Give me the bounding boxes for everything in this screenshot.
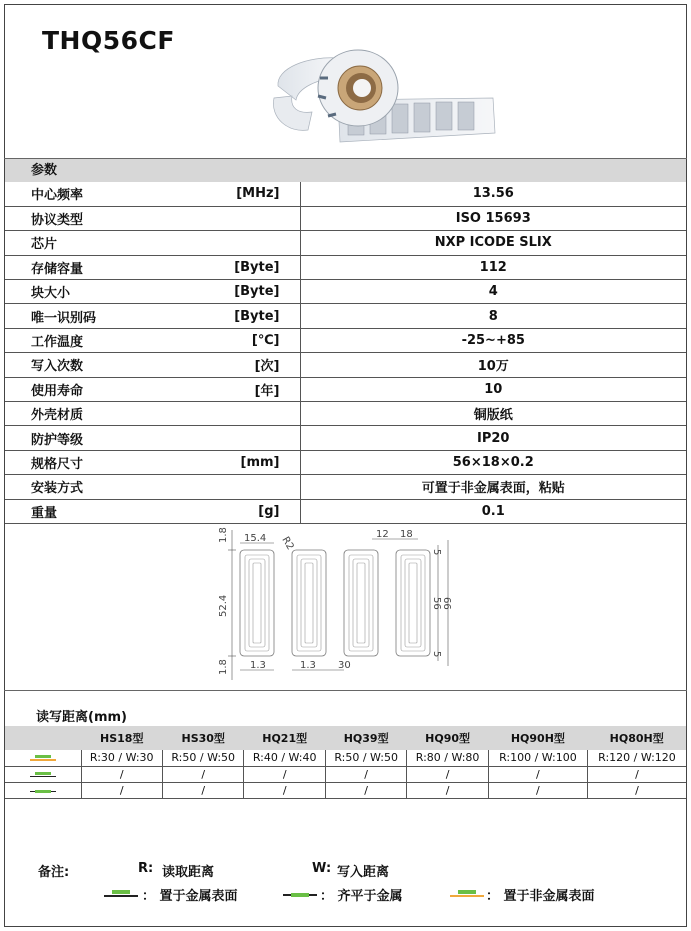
legend-on-metal: ： 置于金属表面: [142, 889, 238, 904]
distance-row: [5, 766, 686, 782]
dimension-drawing: [212, 525, 452, 685]
distance-row: [5, 782, 686, 798]
param-value: 4: [300, 280, 686, 304]
header-blank: [5, 726, 81, 750]
product-photo: [268, 38, 500, 154]
non-metal-icon: [450, 890, 484, 900]
param-row: [5, 377, 686, 401]
param-row: [5, 475, 686, 499]
dim-right-top: 5: [431, 549, 442, 556]
param-row: [5, 499, 686, 523]
reader-model: HQ80H型: [587, 726, 686, 750]
distance-value: /: [488, 766, 587, 782]
param-name: 块大小: [5, 280, 155, 304]
param-name: 工作温度: [5, 328, 155, 352]
param-value: ISO 15693: [300, 206, 686, 230]
reader-model: HS18型: [81, 726, 162, 750]
distance-value: R:50 / W:50: [162, 750, 243, 766]
param-value: 可置于非金属表面，粘贴: [300, 475, 686, 499]
param-value: 10: [300, 377, 686, 401]
param-name: 存储容量: [5, 255, 155, 279]
distance-value: R:30 / W:30: [81, 750, 162, 766]
param-unit: [年]: [155, 377, 300, 401]
distance-value: R:100 / W:100: [488, 750, 587, 766]
flush-metal-icon: [283, 890, 317, 900]
param-row: [5, 304, 686, 328]
notes-w-key: W:: [312, 861, 332, 876]
param-value: -25~+85: [300, 328, 686, 352]
param-name: 唯一识别码: [5, 304, 155, 328]
param-value: NXP ICODE SLIX: [300, 231, 686, 255]
param-unit: [155, 231, 300, 255]
distance-value: /: [244, 782, 325, 798]
param-unit: [g]: [155, 499, 300, 523]
dim-width: 18: [400, 529, 413, 540]
param-value: IP20: [300, 426, 686, 450]
param-value: 0.1: [300, 499, 686, 523]
distance-value: /: [325, 766, 406, 782]
dim-top-left: 1.8: [218, 527, 229, 543]
distance-value: /: [587, 782, 686, 798]
on-metal-icon: [30, 770, 56, 780]
dim-bottom-b: 1.3: [300, 660, 316, 671]
param-name: 防护等级: [5, 426, 155, 450]
param-name: 芯片: [5, 231, 155, 255]
product-title: THQ56CF: [42, 26, 175, 55]
notes-w-text: 写入距离: [337, 865, 390, 880]
distance-value: /: [162, 782, 243, 798]
notes-r-text: 读取距离: [162, 865, 215, 880]
notes-label: 备注:: [38, 865, 70, 880]
mount-cell: [5, 766, 81, 782]
param-unit: [155, 402, 300, 426]
dim-width-label: 15.4: [244, 533, 267, 544]
label-outlines: [240, 550, 430, 656]
distance-value: R:40 / W:40: [244, 750, 325, 766]
dim-gap: 12: [376, 529, 389, 540]
param-row: [5, 328, 686, 352]
dim-bottom-left: 1.8: [218, 659, 229, 675]
param-name: 规格尺寸: [5, 450, 155, 474]
dim-inner-height: 56: [431, 597, 442, 610]
distance-value: /: [407, 782, 488, 798]
antenna-coils: [245, 555, 425, 651]
param-unit: [Byte]: [155, 304, 300, 328]
param-value: 10万: [300, 353, 686, 377]
dim-bottom-a: 1.3: [250, 660, 266, 671]
param-name: 安装方式: [5, 475, 155, 499]
distance-value: /: [488, 782, 587, 798]
param-value: 112: [300, 255, 686, 279]
param-row: [5, 280, 686, 304]
param-row: [5, 426, 686, 450]
param-value: 铜版纸: [300, 402, 686, 426]
section-header-params: 参数: [5, 159, 686, 182]
param-name: 使用寿命: [5, 377, 155, 401]
dim-pitch: 30: [338, 660, 351, 671]
param-row: [5, 402, 686, 426]
param-unit: [155, 475, 300, 499]
param-name: 中心频率: [5, 182, 155, 206]
distance-value: R:120 / W:120: [587, 750, 686, 766]
distance-value: /: [325, 782, 406, 798]
reader-model: HS30型: [162, 726, 243, 750]
param-unit: [155, 426, 300, 450]
param-name: 重量: [5, 499, 155, 523]
dim-radius: R2: [279, 535, 296, 553]
param-unit: [次]: [155, 353, 300, 377]
param-unit: [155, 206, 300, 230]
param-row: [5, 255, 686, 279]
param-row: [5, 353, 686, 377]
distance-value: /: [81, 766, 162, 782]
dim-height-label: 52.4: [218, 594, 229, 617]
distance-row: [5, 750, 686, 766]
distance-value: /: [244, 766, 325, 782]
param-value: 56×18×0.2: [300, 450, 686, 474]
mount-cell: [5, 750, 81, 766]
notes-r-key: R:: [138, 861, 154, 876]
param-unit: [MHz]: [155, 182, 300, 206]
reader-header-row: [5, 726, 686, 750]
dim-right-bottom: 5: [431, 651, 442, 658]
param-row: [5, 206, 686, 230]
read-distance-title: 读写距离(mm): [36, 710, 127, 725]
mount-cell: [5, 782, 81, 798]
read-distance-table: [5, 726, 686, 799]
distance-value: /: [587, 766, 686, 782]
param-unit: [℃]: [155, 328, 300, 352]
divider: [4, 690, 687, 691]
reader-model: HQ90型: [407, 726, 488, 750]
param-value: 8: [300, 304, 686, 328]
distance-value: /: [81, 782, 162, 798]
param-name: 写入次数: [5, 353, 155, 377]
distance-value: R:50 / W:50: [325, 750, 406, 766]
flush-metal-icon: [30, 786, 56, 796]
distance-value: R:80 / W:80: [407, 750, 488, 766]
param-unit: [Byte]: [155, 255, 300, 279]
param-unit: [mm]: [155, 450, 300, 474]
param-name: 协议类型: [5, 206, 155, 230]
param-unit: [Byte]: [155, 280, 300, 304]
reader-model: HQ21型: [244, 726, 325, 750]
param-row: [5, 231, 686, 255]
distance-value: /: [162, 766, 243, 782]
non-metal-icon: [30, 753, 56, 763]
param-row: [5, 182, 686, 206]
distance-value: /: [407, 766, 488, 782]
on-metal-icon: [104, 890, 138, 900]
param-value: 13.56: [300, 182, 686, 206]
param-name: 外壳材质: [5, 402, 155, 426]
legend-flush-metal: ： 齐平于金属: [320, 889, 403, 904]
reader-model: HQ39型: [325, 726, 406, 750]
parameter-table: [5, 182, 686, 524]
legend-non-metal: ： 置于非金属表面: [486, 889, 595, 904]
reader-model: HQ90H型: [488, 726, 587, 750]
param-row: [5, 450, 686, 474]
dim-outer-height: 66: [441, 597, 452, 610]
